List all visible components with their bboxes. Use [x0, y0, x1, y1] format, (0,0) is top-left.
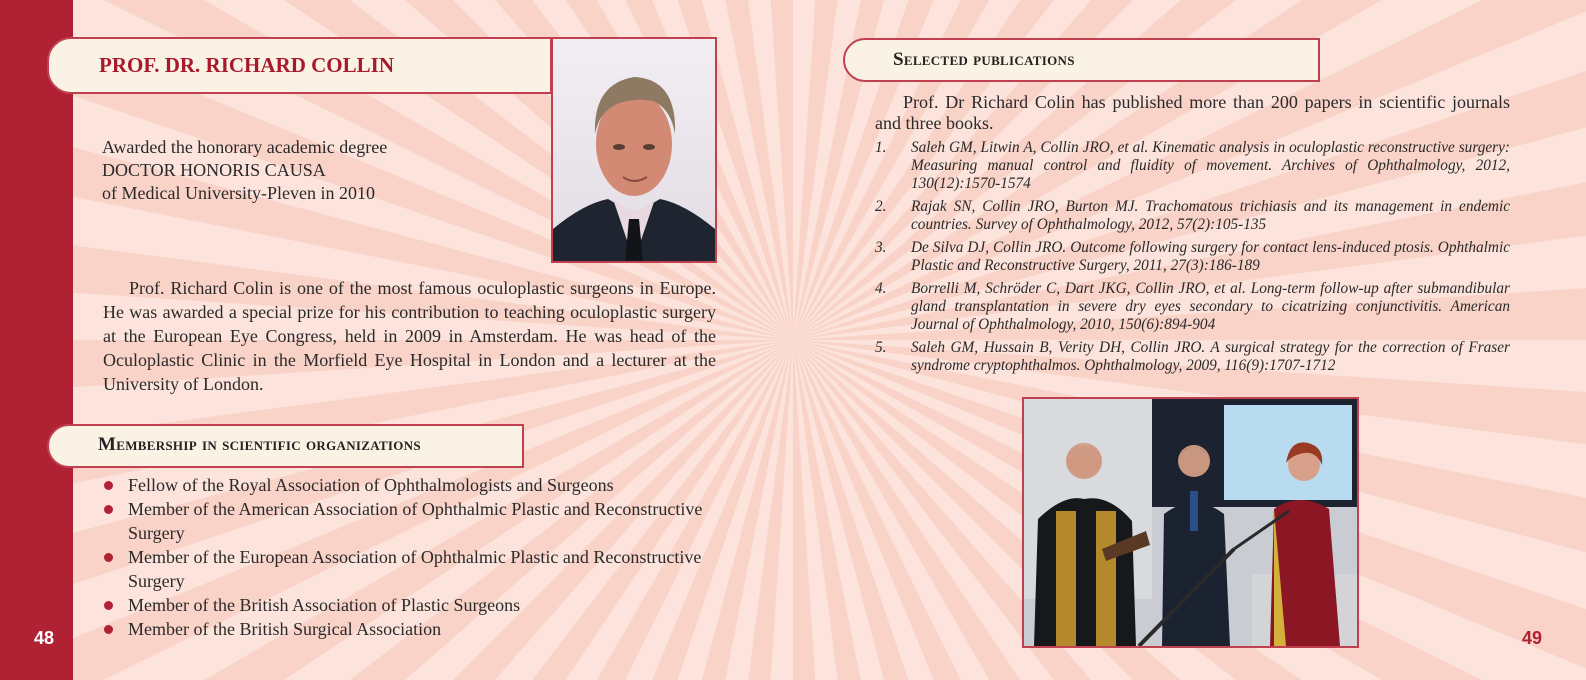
name-banner — [47, 37, 552, 94]
membership-text: Member of the British Association of Plastic Surgeons — [128, 595, 521, 615]
membership-text: Member of the European Association of Ophthalmic Plastic and Reconstructive Surgery — [128, 547, 702, 591]
portrait-photo — [551, 37, 717, 263]
list-item — [875, 280, 1510, 334]
publication-number: 5. — [875, 339, 887, 356]
publication-text: De Silva DJ, Collin JRO. Outcome following surgery for contact lens-induced ptosis. Ophthalmic Plastic and Reconstructive Surgery, 2011, 27(3):186-189 — [911, 239, 1510, 274]
publications-list — [875, 139, 1510, 380]
biography-paragraph: Prof. Richard Colin is one of the most famous oculoplastic surgeons in Europe. He was awarded a special prize for his contribution to teaching oculoplastic surgery at the European Eye Congress, held in 2009 in Amsterdam. He was head of the Oculoplastic Clinic in the Morfield Eye Hospital in London and a lecturer at the University of London. — [103, 278, 716, 394]
publication-text: Saleh GM, Hussain B, Verity DH, Collin JRO. A surgical strategy for the correction of Fraser syndrome cryptophthalmos. Ophthalmology, 2009, 116(9):1707-1712 — [911, 339, 1510, 374]
publications-intro: Prof. Dr Richard Colin has published more than 200 papers in scientific journals and three books. — [875, 92, 1510, 133]
publications-banner — [843, 38, 1320, 82]
publication-text: Saleh GM, Litwin A, Collin JRO, et al. Kinematic analysis in oculoplastic reconstructive surgery: Measuring manual control and fluidity of movement. Archives of Ophthalmology, 2012, 130(12):1570-1574 — [911, 139, 1510, 192]
bullet-icon — [104, 481, 113, 490]
page-number-right: 49 — [1522, 628, 1543, 648]
left-accent-bar — [0, 0, 73, 680]
award-line: DOCTOR HONORIS CAUSA — [102, 160, 326, 180]
bullet-icon — [104, 601, 113, 610]
list-item — [875, 339, 1510, 375]
membership-banner — [47, 424, 524, 468]
publication-number: 2. — [875, 198, 887, 215]
bullet-icon — [104, 625, 113, 634]
bullet-icon — [104, 505, 113, 514]
membership-list — [104, 473, 718, 641]
publication-number: 3. — [875, 239, 887, 256]
bullet-icon — [104, 553, 113, 562]
list-item — [875, 139, 1510, 193]
page-title: PROF. DR. RICHARD COLLIN — [99, 53, 394, 77]
page-number-left: 48 — [34, 628, 55, 648]
award-line: of Medical University-Pleven in 2010 — [102, 183, 375, 203]
membership-text: Member of the British Surgical Association — [128, 619, 442, 639]
membership-text: Member of the American Association of Ophthalmic Plastic and Reconstructive Surgery — [128, 499, 703, 543]
list-item — [875, 198, 1510, 234]
award-text — [102, 136, 387, 205]
publication-text: Rajak SN, Collin JRO, Burton MJ. Trachomatous trichiasis and its management in endemic countries. Survey of Ophthalmology, 2012, 57(2):105-135 — [911, 198, 1510, 233]
list-item — [104, 473, 718, 497]
publication-number: 4. — [875, 280, 887, 297]
award-line: Awarded the honorary academic degree — [102, 137, 388, 157]
membership-heading: Membership in scientific organizations — [98, 434, 421, 455]
list-item — [875, 239, 1510, 275]
publication-number: 1. — [875, 139, 887, 156]
publication-text: Borrelli M, Schröder C, Dart JKG, Collin JRO, et al. Long-term follow-up after submandibular gland transplantation in severe dry eyes secondary to cicatrizing conjunctivitis. American Journal of Ophthalmology, 2010, 150(6):894-904 — [911, 280, 1510, 333]
list-item — [104, 617, 718, 641]
list-item — [104, 497, 718, 545]
ceremony-photo — [1022, 397, 1359, 648]
publications-heading: Selected publications — [893, 49, 1075, 70]
list-item — [104, 593, 718, 617]
membership-text: Fellow of the Royal Association of Ophthalmologists and Surgeons — [128, 475, 614, 495]
list-item — [104, 545, 718, 593]
